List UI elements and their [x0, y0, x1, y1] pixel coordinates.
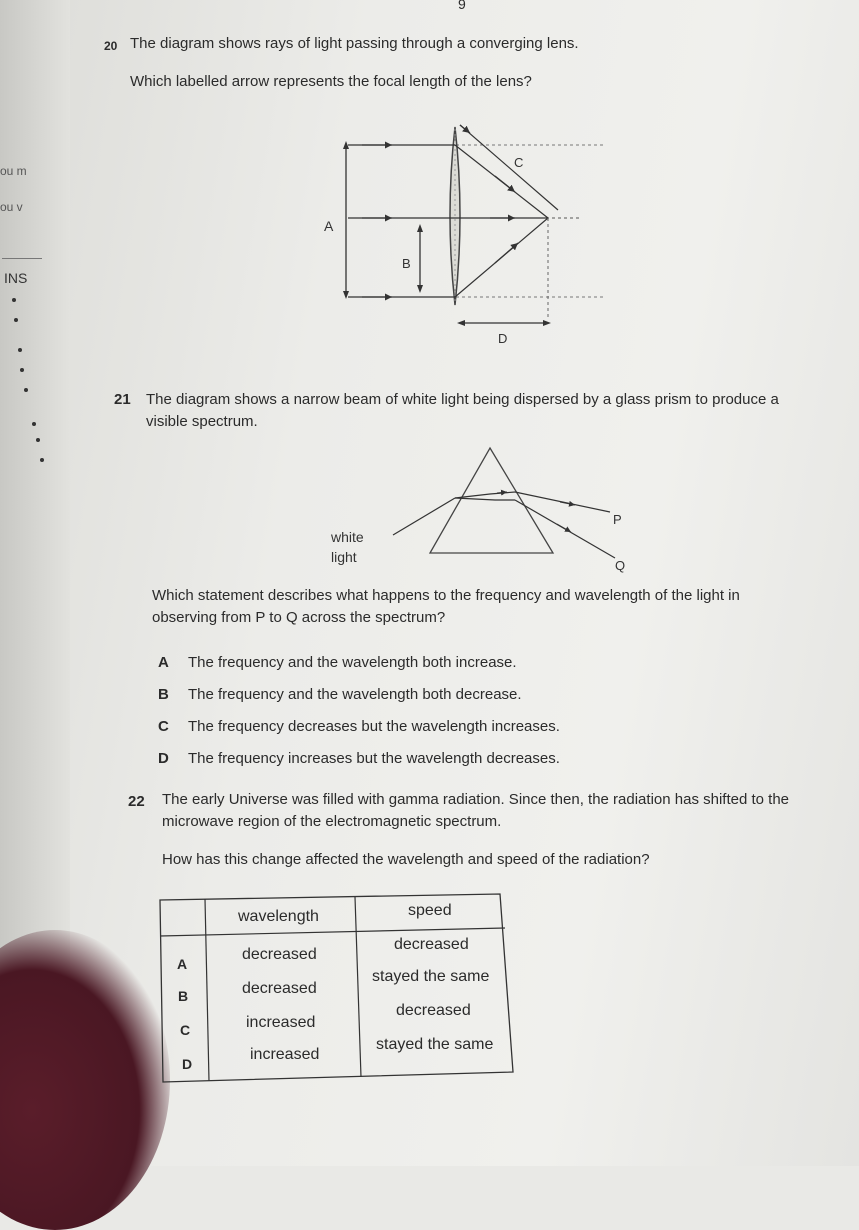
margin-bullet — [24, 388, 28, 392]
table-header-wavelength: wavelength — [238, 908, 319, 925]
arrow-c-head — [460, 125, 470, 133]
margin-bullet — [14, 318, 18, 322]
label-c: C — [514, 155, 524, 170]
q21-option-a-text[interactable]: The frequency and the wavelength both increase. — [188, 654, 517, 671]
arrow-b-head-top — [417, 224, 423, 232]
label-white: white — [331, 529, 364, 545]
q21-text-line1: The diagram shows a narrow beam of white light being dispersed by a glass prism to produce a — [146, 391, 779, 408]
margin-bullet — [40, 458, 44, 462]
table-col-rule-1 — [205, 899, 209, 1081]
margin-bullet — [36, 438, 40, 442]
arrow-d-head-left — [457, 320, 465, 326]
table-row-b-speed: stayed the same — [372, 968, 490, 985]
arrow-c-line — [460, 125, 558, 210]
margin-bullet — [18, 348, 22, 352]
table-row-d-wavelength: increased — [250, 1046, 320, 1063]
prism-diagram — [325, 440, 645, 580]
label-a: A — [324, 218, 334, 234]
table-col-rule-2 — [355, 897, 361, 1077]
margin-bullet — [12, 298, 16, 302]
q22-question: How has this change affected the wavelength and speed of the radiation? — [162, 851, 650, 868]
table-row-c-speed: decreased — [396, 1002, 471, 1019]
q20-question: Which labelled arrow represents the focal length of the lens? — [130, 73, 532, 90]
ray-arrow — [495, 243, 518, 263]
q21-option-a-letter[interactable]: A — [158, 654, 169, 671]
q21-question-line1: Which statement describes what happens to the frequency and wavelength of the light in — [152, 587, 740, 604]
margin-bullet — [32, 422, 36, 426]
beam-in-prism-bottom — [455, 498, 515, 500]
page-number: 9 — [458, 0, 466, 12]
arrow-d-head-right — [543, 320, 551, 326]
label-d: D — [498, 331, 508, 346]
label-q: Q — [615, 558, 626, 573]
table-row-a-wavelength: decreased — [242, 946, 317, 963]
margin-heading: INS — [4, 270, 28, 286]
incident-white-beam — [393, 498, 455, 535]
table-row-b-letter[interactable]: B — [178, 988, 189, 1004]
label-p: P — [613, 512, 622, 527]
table-header-speed: speed — [408, 902, 452, 919]
q21-option-c-text[interactable]: The frequency decreases but the wavelength increases. — [188, 718, 560, 735]
table-row-a-speed: decreased — [394, 936, 469, 953]
margin-bullet — [20, 368, 24, 372]
q21-question-line2: observing from P to Q across the spectrum? — [152, 609, 446, 626]
q21-option-c-letter[interactable]: C — [158, 718, 169, 735]
background-object — [0, 930, 170, 1230]
q22-text-line1: The early Universe was filled with gamma radiation. Since then, the radiation has shifted to the — [162, 791, 789, 808]
arrow-b-head-bottom — [417, 285, 423, 293]
margin-snippet: ou m — [0, 164, 27, 178]
table-header-rule — [160, 928, 505, 936]
table-row-c-wavelength: increased — [246, 1014, 316, 1031]
table-row-b-wavelength: decreased — [242, 980, 317, 997]
ray-arrow — [557, 524, 571, 532]
margin-snippet: ou v — [0, 200, 23, 214]
q21-number: 21 — [114, 391, 131, 408]
q21-option-d-text[interactable]: The frequency increases but the wavelength decreases. — [188, 750, 560, 767]
q21-text-line2: visible spectrum. — [146, 413, 258, 430]
q21-option-b-text[interactable]: The frequency and the wavelength both decrease. — [188, 686, 522, 703]
label-b: B — [402, 256, 411, 271]
table-row-d-letter[interactable]: D — [182, 1056, 193, 1072]
table-row-c-letter[interactable]: C — [180, 1022, 191, 1038]
table-row-d-speed: stayed the same — [376, 1036, 494, 1053]
lens-ray-diagram — [300, 115, 620, 350]
margin-rule — [2, 258, 42, 259]
table-row-a-letter[interactable]: A — [177, 956, 188, 972]
ray-arrow — [495, 176, 515, 192]
q20-number: 20 — [104, 39, 118, 53]
q21-option-b-letter[interactable]: B — [158, 686, 169, 703]
q22-text-line2: microwave region of the electromagnetic spectrum. — [162, 813, 502, 830]
arrow-a-head-bottom — [343, 291, 349, 299]
label-light: light — [331, 549, 357, 565]
glass-prism — [430, 448, 553, 553]
q22-number: 22 — [128, 793, 145, 810]
q20-text-line1: The diagram shows rays of light passing through a converging lens. — [130, 35, 579, 52]
q21-option-d-letter[interactable]: D — [158, 750, 169, 767]
